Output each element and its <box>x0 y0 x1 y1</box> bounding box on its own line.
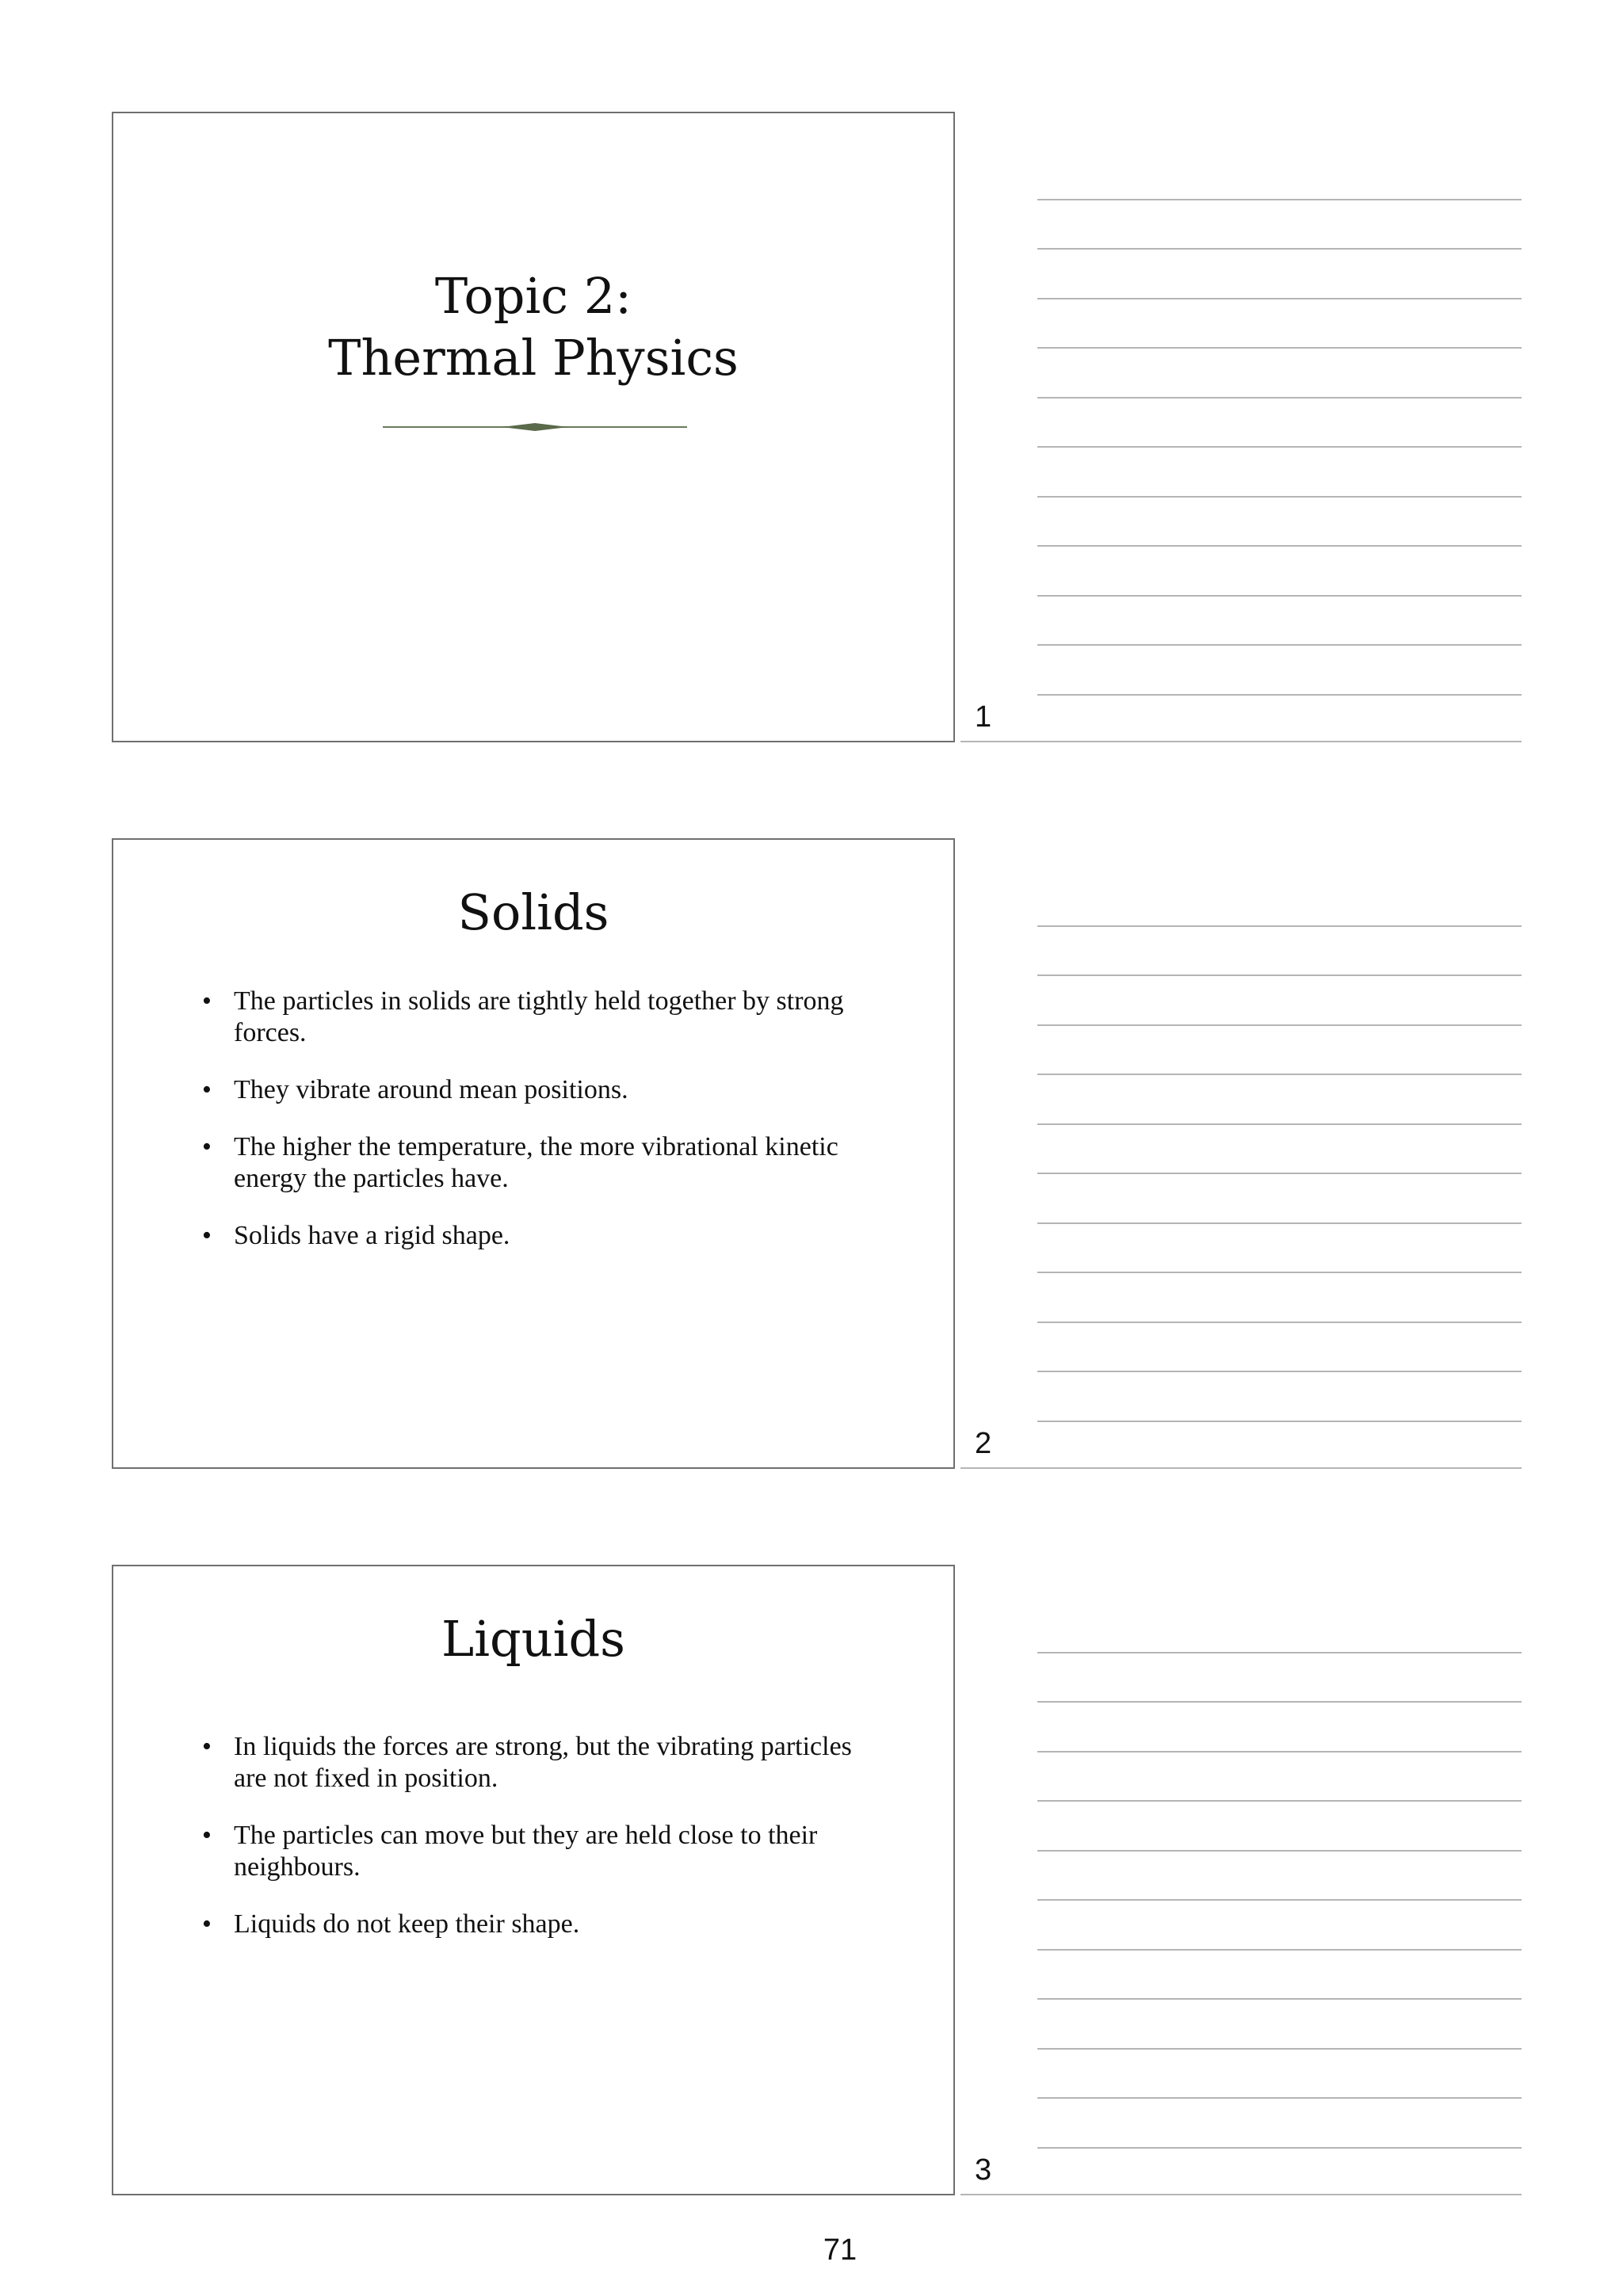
note-line <box>1037 1899 1522 1901</box>
note-line <box>1037 496 1522 498</box>
note-line <box>1037 644 1522 646</box>
slide-3-heading: Liquids <box>441 1610 625 1668</box>
bullet-icon: • <box>202 1075 212 1104</box>
bullet-icon: • <box>202 1909 212 1939</box>
bullet-icon: • <box>202 1732 212 1761</box>
note-line <box>1037 1998 1522 2000</box>
slide-1-thumbnail <box>112 112 955 742</box>
note-line <box>1037 1421 1522 1422</box>
slide-2-thumbnail <box>112 838 955 1469</box>
note-line <box>960 741 1522 742</box>
slide-1-number: 1 <box>975 700 992 734</box>
note-line <box>1037 1272 1522 1273</box>
slide-3-notes-area <box>960 1565 1522 2195</box>
note-line <box>1037 248 1522 250</box>
note-line <box>960 1467 1522 1469</box>
page-number: 71 <box>823 2233 857 2267</box>
slide-3-bullet-list <box>202 1731 884 1966</box>
note-line <box>1037 2097 1522 2099</box>
note-line <box>1037 1024 1522 1026</box>
slide-2-heading: Solids <box>457 883 609 941</box>
slide-3-number: 3 <box>975 2153 992 2187</box>
slide-1-title-line-2: Thermal Physics <box>328 329 739 387</box>
note-line <box>1037 1371 1522 1372</box>
bullet-item <box>202 1074 884 1106</box>
note-line <box>1037 1751 1522 1753</box>
slide-3-thumbnail <box>112 1565 955 2195</box>
note-line <box>1037 2147 1522 2149</box>
bullet-text: They vibrate around mean positions. <box>234 1075 628 1104</box>
bullet-text: In liquids the forces are strong, but the vibrating particles are not fixed in position. <box>234 1732 852 1793</box>
slide-1-notes-area <box>960 112 1522 742</box>
note-line <box>1037 397 1522 399</box>
slide-1-title-line-1: Topic 2: <box>434 267 632 325</box>
note-line <box>1037 1222 1522 1224</box>
note-line <box>1037 694 1522 696</box>
bullet-item <box>202 1131 884 1195</box>
bullet-item <box>202 1220 884 1252</box>
note-line <box>1037 1701 1522 1703</box>
note-line <box>1037 2048 1522 2050</box>
note-line <box>1037 1949 1522 1951</box>
note-line <box>1037 925 1522 927</box>
note-line <box>1037 545 1522 547</box>
note-line <box>1037 1123 1522 1125</box>
note-line <box>1037 1850 1522 1852</box>
bullet-text: Liquids do not keep their shape. <box>234 1909 580 1939</box>
note-line <box>1037 1074 1522 1075</box>
slide-2-number: 2 <box>975 1427 992 1460</box>
bullet-item <box>202 1731 884 1794</box>
note-line <box>1037 1173 1522 1174</box>
bullet-text: Solids have a rigid shape. <box>234 1221 510 1250</box>
slide-1-title <box>113 265 953 389</box>
bullet-icon: • <box>202 1821 212 1850</box>
note-line <box>1037 199 1522 200</box>
bullet-item <box>202 1820 884 1883</box>
bullet-text: The particles in solids are tightly held together by strong forces. <box>234 986 844 1047</box>
bullet-text: The higher the temperature, the more vibrational kinetic energy the particles have. <box>234 1132 838 1193</box>
note-line <box>1037 347 1522 349</box>
note-line <box>1037 1800 1522 1802</box>
bullet-icon: • <box>202 1221 212 1250</box>
note-line <box>960 2194 1522 2195</box>
note-line <box>1037 595 1522 597</box>
note-line <box>1037 298 1522 299</box>
slide-2-notes-area <box>960 838 1522 1469</box>
note-line <box>1037 1322 1522 1323</box>
bullet-item <box>202 986 884 1049</box>
bullet-icon: • <box>202 1132 212 1161</box>
divider-ornament-icon <box>383 421 687 433</box>
slide-2-bullet-list <box>202 986 884 1277</box>
bullet-icon: • <box>202 986 212 1016</box>
bullet-text: The particles can move but they are held close to their neighbours. <box>234 1821 818 1882</box>
note-line <box>1037 974 1522 976</box>
note-line <box>1037 1652 1522 1653</box>
bullet-item <box>202 1909 884 1940</box>
note-line <box>1037 446 1522 448</box>
